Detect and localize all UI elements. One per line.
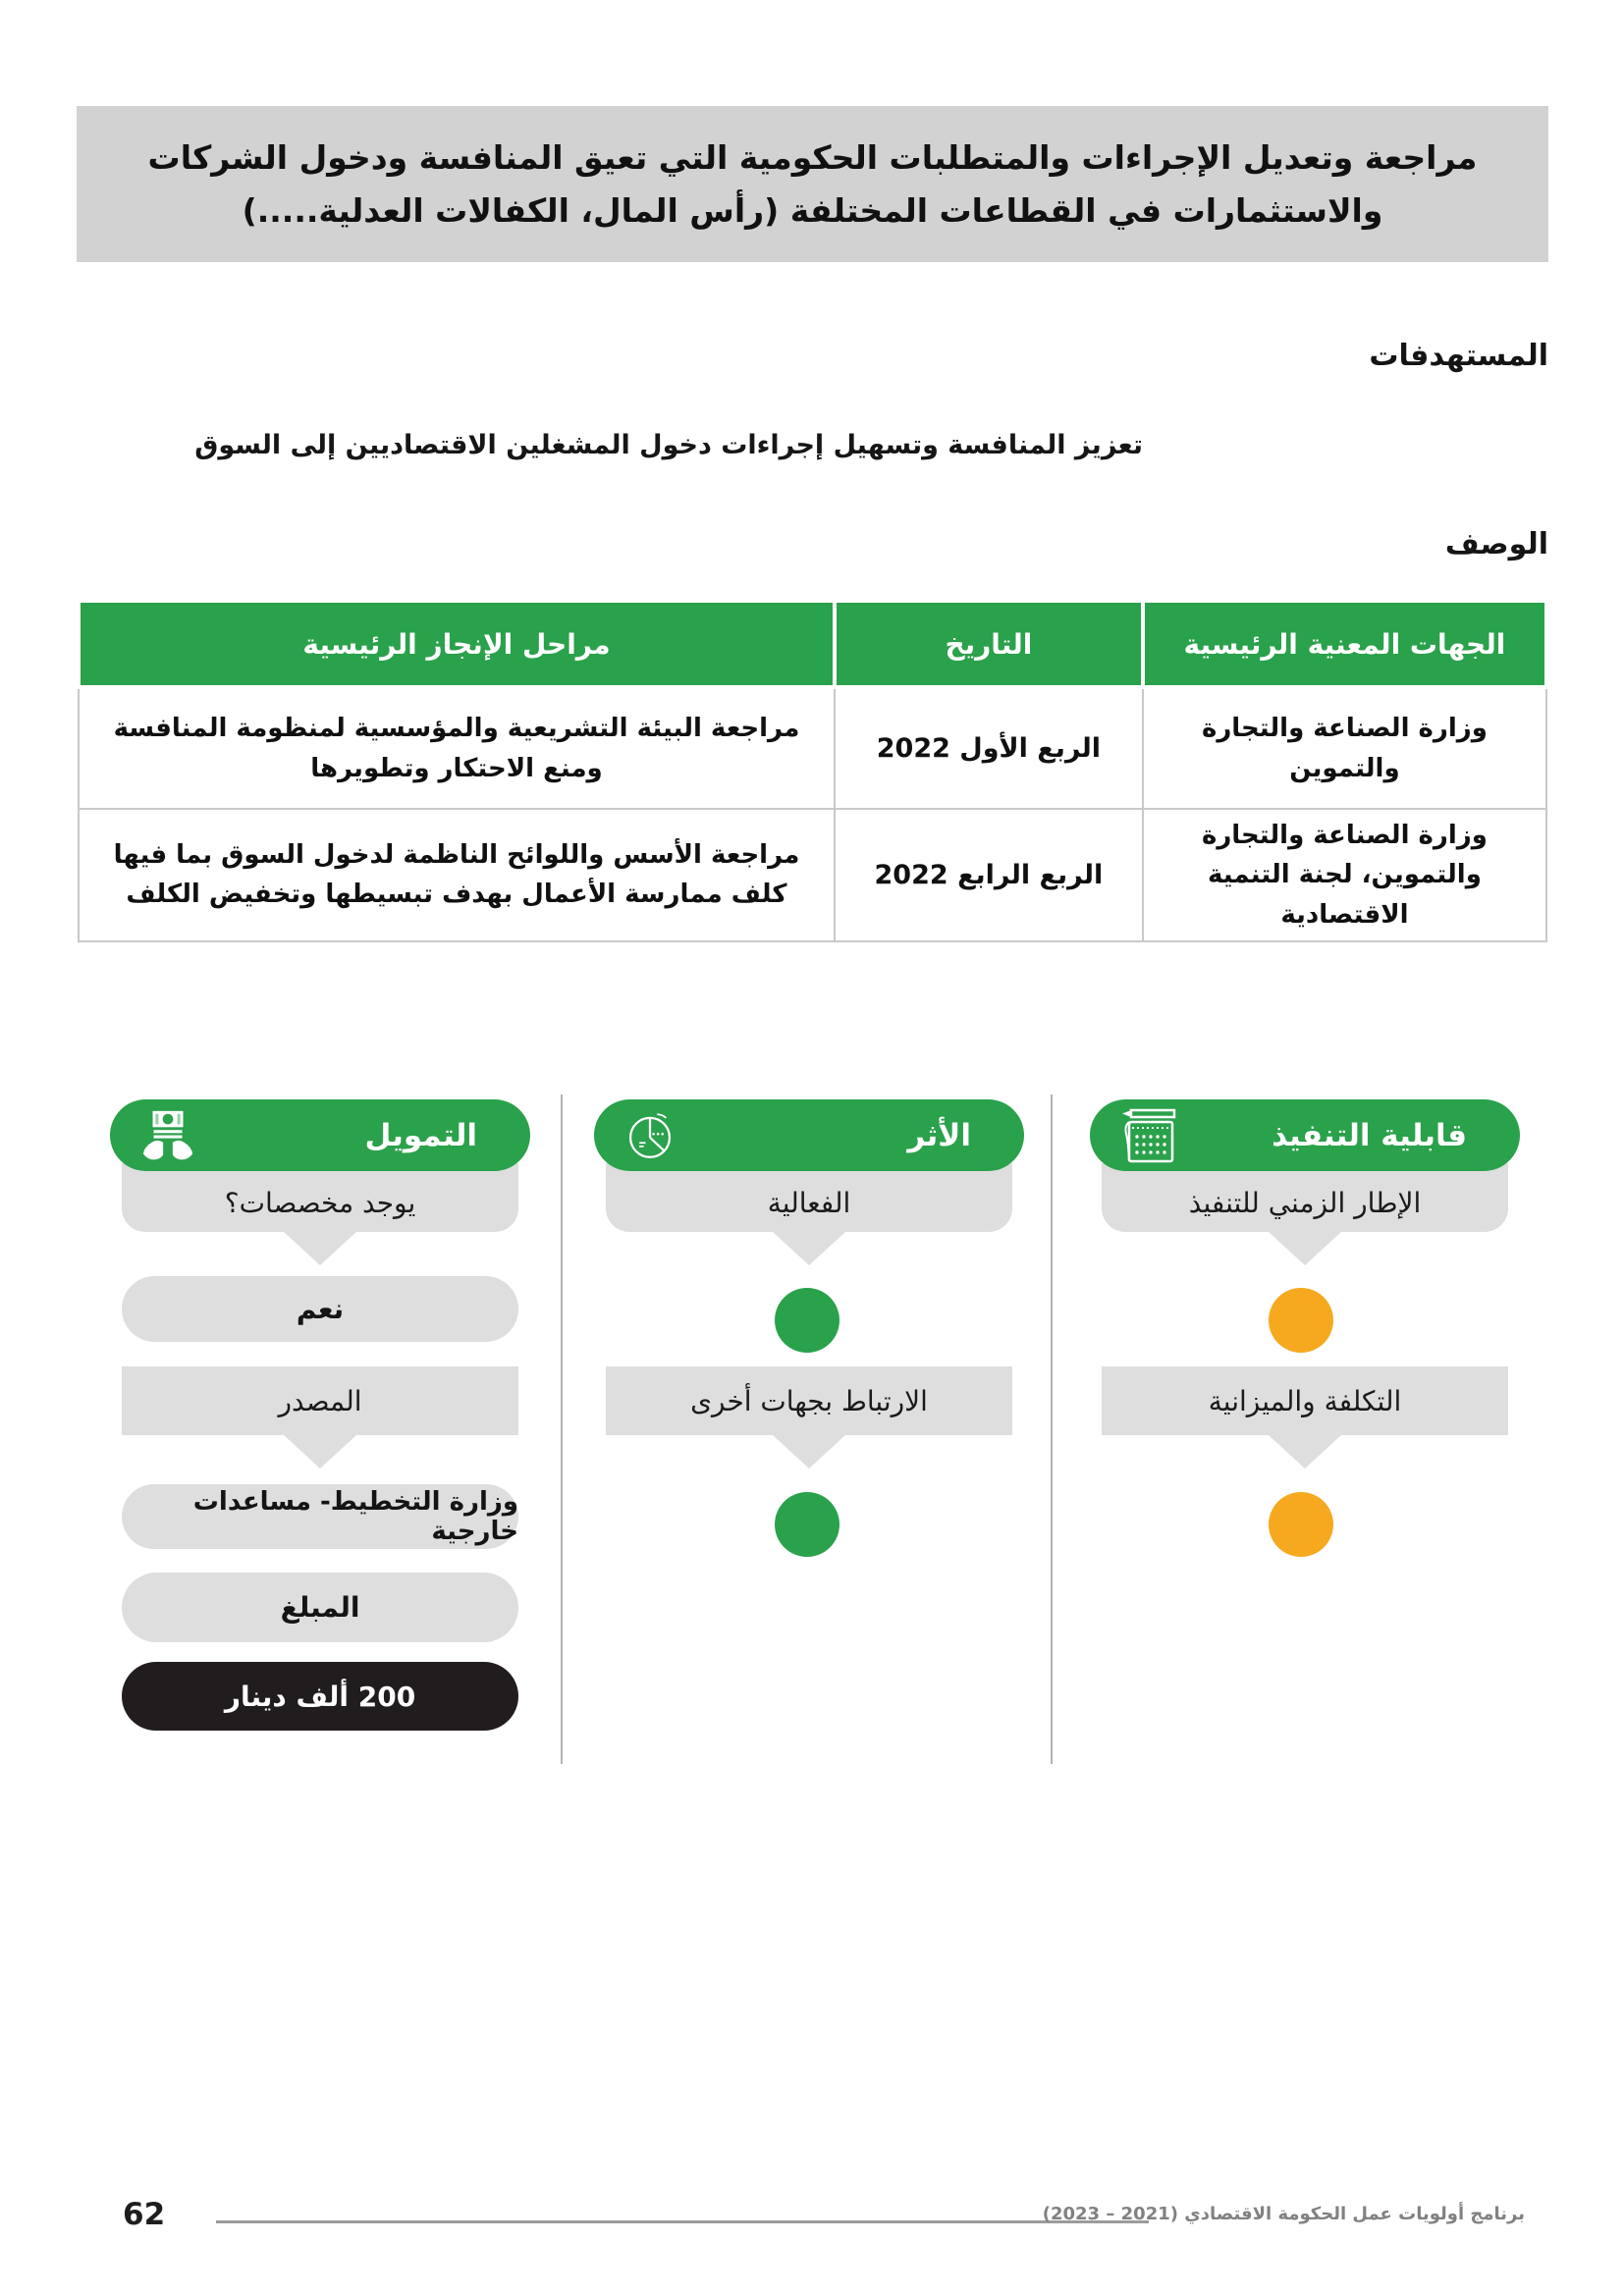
- description-table: [77, 599, 1548, 942]
- impact-linkage-label: الارتباط بجهات أخرى: [690, 1384, 928, 1417]
- card-divider: [1051, 1095, 1053, 1764]
- feasibility-timeline-bubble: [1102, 1163, 1508, 1232]
- table-header-row: [79, 601, 1546, 687]
- funding-amount-value-pill: [122, 1662, 518, 1731]
- impact-effectiveness-label: الفعالية: [767, 1186, 851, 1219]
- description-heading: الوصف: [1444, 527, 1548, 561]
- footer-program-title: برنامج أولويات عمل الحكومة الاقتصادي (2021 – 2023): [1042, 2204, 1525, 2224]
- feasibility-timeline-label: الإطار الزمني للتنفيذ: [1188, 1186, 1422, 1219]
- feasibility-card-header: [1090, 1099, 1520, 1171]
- funding-amount-pill: [122, 1573, 518, 1642]
- impact-linkage-box: [606, 1366, 1012, 1435]
- funding-amount-label: المبلغ: [280, 1591, 360, 1624]
- feasibility-cost-status-dot: [1269, 1492, 1333, 1557]
- pie-chart-icon: [622, 1107, 678, 1164]
- impact-card-header: [594, 1099, 1024, 1171]
- funding-source-box: [122, 1366, 518, 1435]
- targets-text: تعزيز المنافسة وتسهيل إجراءات دخول المشغلين الاقتصاديين إلى السوق: [194, 430, 1143, 460]
- feasibility-cost-label: التكلفة والميزانية: [1208, 1384, 1402, 1417]
- funding-card-header: [110, 1099, 530, 1171]
- date-cell: الربع الأول 2022: [835, 687, 1143, 809]
- feasibility-cost-box: [1102, 1366, 1508, 1435]
- funding-source-value: وزارة التخطيط- مساعدات خارجية: [192, 1487, 518, 1546]
- date-cell: الربع الرابع 2022: [835, 809, 1143, 941]
- milestone-cell: مراجعة الأسس واللوائح الناظمة لدخول السوق بما فيها كلف ممارسة الأعمال بهدف تبسيطها وتخفيض الكلف: [79, 809, 835, 941]
- funding-source-label: المصدر: [278, 1384, 362, 1417]
- funding-amount-value: 200 ألف دينار: [224, 1680, 416, 1713]
- entity-cell: وزارة الصناعة والتجارة والتموين، لجنة التنمية الاقتصادية: [1143, 809, 1546, 941]
- targets-heading: المستهدفات: [1369, 339, 1548, 373]
- clipboard-pencil-icon: [1117, 1106, 1180, 1165]
- impact-linkage-status-dot: [775, 1492, 839, 1557]
- funding-answer-pill: [122, 1276, 518, 1342]
- card-divider: [561, 1095, 563, 1764]
- funding-answer-label: نعم: [296, 1293, 345, 1325]
- col-header-date: التاريخ: [835, 601, 1143, 687]
- page-title: [77, 106, 1548, 262]
- funding-question-bubble: [122, 1163, 518, 1232]
- col-header-milestones: مراحل الإنجاز الرئيسية: [79, 601, 835, 687]
- feasibility-card-title: قابلية التنفيذ: [1272, 1117, 1467, 1153]
- funding-source-value-pill: [122, 1484, 518, 1549]
- impact-effectiveness-status-dot: [775, 1288, 839, 1353]
- entity-cell: وزارة الصناعة والتجارة والتموين: [1143, 687, 1546, 809]
- table-row: [79, 687, 1546, 809]
- funding-card-title: التمويل: [364, 1117, 477, 1153]
- page-number: 62: [123, 2197, 166, 2232]
- impact-card-title: الأثر: [907, 1117, 971, 1153]
- funding-question-label: يوجد مخصصات؟: [224, 1186, 416, 1219]
- impact-effectiveness-bubble: [606, 1163, 1012, 1232]
- feasibility-timeline-status-dot: [1269, 1288, 1333, 1353]
- milestone-cell: مراجعة البيئة التشريعية والمؤسسية لمنظومة المنافسة ومنع الاحتكار وتطويرها: [79, 687, 835, 809]
- footer-rule: [216, 2220, 1149, 2223]
- col-header-entities: الجهات المعنية الرئيسية: [1143, 601, 1546, 687]
- table-row: [79, 809, 1546, 941]
- money-hands-icon: [137, 1106, 198, 1165]
- page-title-text: مراجعة وتعديل الإجراءات والمتطلبات الحكومية التي تعيق المنافسة ودخول الشركات والاستثمارات في القطاعات المختلفة (رأس المال، الكفالات العدلية.....): [147, 138, 1478, 230]
